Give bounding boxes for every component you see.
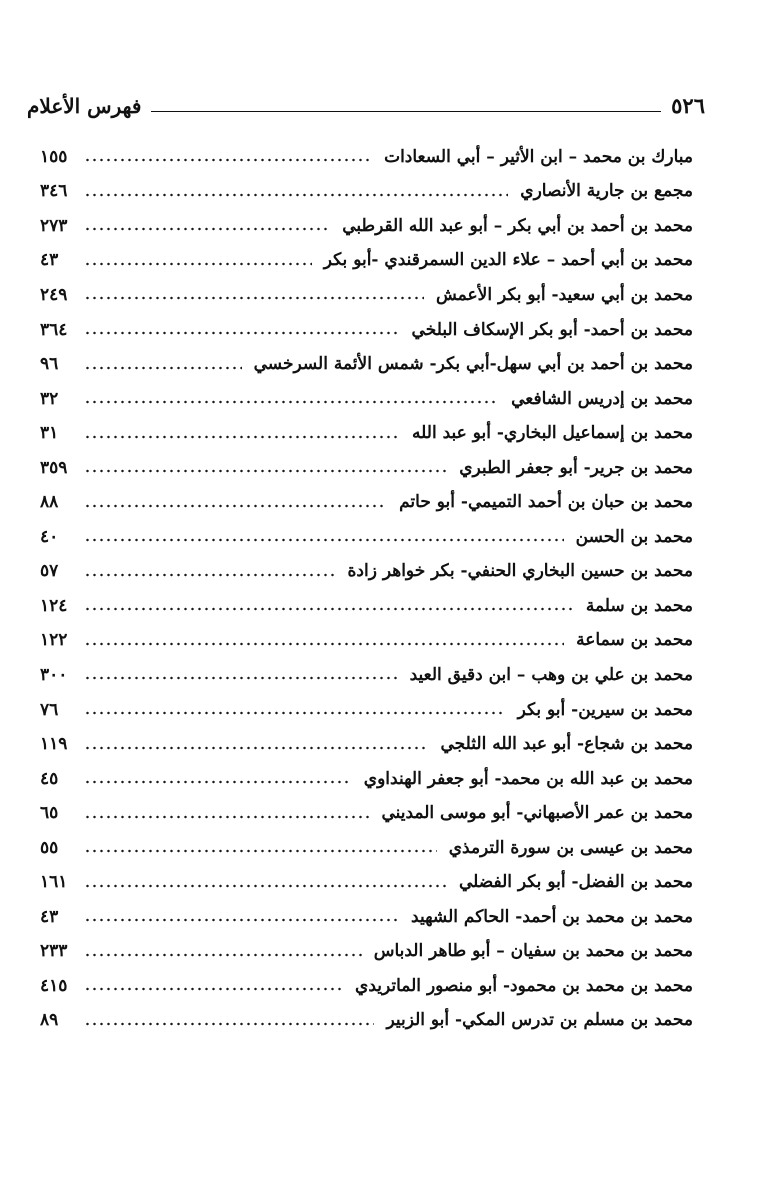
entry-page-number: ٨٨: [40, 492, 59, 513]
index-entry: [40, 555, 693, 590]
entry-page-number: ٤٠: [40, 526, 59, 547]
entry-page-number: ١١٩: [40, 734, 68, 755]
index-entry: [40, 935, 693, 970]
index-entry: [40, 347, 693, 382]
index-list: [40, 140, 693, 1038]
leader-dots: [84, 987, 343, 991]
leader-dots: [84, 642, 564, 646]
index-entry: [40, 624, 693, 659]
entry-name: محمد بن محمد بن محمود- أبو منصور الماتريدي: [355, 975, 693, 996]
index-entry: [40, 382, 693, 417]
entry-page-number: ٣٢: [40, 388, 59, 409]
entry-page-number: ٣٤٦: [40, 181, 68, 202]
entry-page-number: ١٢٢: [40, 630, 68, 651]
leader-dots: [84, 227, 330, 231]
index-entry: [40, 693, 693, 728]
entry-page-number: ٥٥: [40, 837, 59, 858]
leader-dots: [84, 780, 352, 784]
leader-dots: [84, 953, 362, 957]
leader-dots: [84, 676, 398, 680]
leader-dots: [84, 504, 387, 508]
entry-name: محمد بن عمر الأصبهاني- أبو موسى المديني: [381, 803, 693, 824]
entry-name: مبارك بن محمد – ابن الأثير – أبي السعادات: [384, 146, 693, 167]
leader-dots: [84, 746, 429, 750]
entry-name: محمد بن أحمد بن أبي بكر – أبو عبد الله القرطبي: [342, 215, 693, 236]
index-entry: [40, 520, 693, 555]
entry-name: محمد بن محمد بن أحمد- الحاكم الشهيد: [411, 906, 693, 927]
entry-page-number: ٧٦: [40, 699, 59, 720]
entry-name: محمد بن أبي أحمد – علاء الدين السمرقندي -أبو بكر: [323, 250, 693, 271]
entry-name: محمد بن الحسن: [575, 526, 693, 547]
entry-page-number: ٤٥: [40, 768, 59, 789]
leader-dots: [84, 262, 312, 266]
entry-name: محمد بن حسين البخاري الحنفي- بكر خواهر زادة: [347, 561, 693, 582]
index-entry: [40, 727, 693, 762]
entry-name: محمد بن جرير- أبو جعفر الطبري: [459, 457, 693, 478]
entry-name: محمد بن إسماعيل البخاري- أبو عبد الله: [412, 423, 693, 444]
entry-name: محمد بن محمد بن سفيان – أبو طاهر الدباس: [373, 941, 693, 962]
entry-page-number: ٤٣: [40, 906, 59, 927]
page-header: [27, 84, 705, 120]
leader-dots: [84, 607, 574, 611]
index-title: فهرس الأعلام: [27, 94, 142, 118]
entry-name: محمد بن الفضل- أبو بكر الفضلي: [458, 872, 693, 893]
index-entry: [40, 865, 693, 900]
leader-dots: [84, 469, 447, 473]
entry-name: محمد بن عيسى بن سورة الترمذي: [448, 837, 693, 858]
index-entry: [40, 658, 693, 693]
leader-dots: [84, 366, 242, 370]
header-rule: [151, 111, 661, 112]
entry-page-number: ٣٥٩: [40, 457, 68, 478]
entry-page-number: ٣٠٠: [40, 664, 68, 685]
entry-page-number: ٢٧٣: [40, 215, 68, 236]
index-entry: [40, 900, 693, 935]
leader-dots: [84, 884, 447, 888]
entry-page-number: ١٥٥: [40, 146, 68, 167]
leader-dots: [84, 331, 400, 335]
entry-page-number: ٤١٥: [40, 975, 68, 996]
entry-page-number: ٥٧: [40, 561, 59, 582]
leader-dots: [84, 918, 399, 922]
index-entry: [40, 762, 693, 797]
entry-name: محمد بن إدريس الشافعي: [511, 388, 693, 409]
entry-name: محمد بن عبد الله بن محمد- أبو جعفر الهنداوي: [363, 768, 693, 789]
index-entry: [40, 175, 693, 210]
index-entry: [40, 140, 693, 175]
leader-dots: [84, 711, 506, 715]
leader-dots: [84, 158, 372, 162]
entry-name: محمد بن علي بن وهب – ابن دقيق العيد: [409, 664, 693, 685]
entry-name: محمد بن شجاع- أبو عبد الله الثلجي: [440, 734, 693, 755]
entry-page-number: ٩٦: [40, 354, 59, 375]
leader-dots: [84, 849, 437, 853]
leader-dots: [84, 193, 508, 197]
entry-name: محمد بن سماعة: [576, 630, 693, 651]
entry-name: محمد بن سلمة: [585, 595, 693, 616]
entry-page-number: ٣٦٤: [40, 319, 68, 340]
entry-page-number: ٣١: [40, 423, 59, 444]
entry-name: محمد بن أحمد- أبو بكر الإسكاف البلخي: [411, 319, 693, 340]
index-entry: [40, 796, 693, 831]
entry-page-number: ٦٥: [40, 803, 59, 824]
entry-name: محمد بن أبي سعيد- أبو بكر الأعمش: [436, 284, 693, 305]
entry-name: محمد بن أحمد بن أبي سهل-أبي بكر- شمس الأئمة السرخسي: [253, 354, 693, 375]
index-entry: [40, 589, 693, 624]
page-number: ٥٢٦: [671, 93, 705, 118]
leader-dots: [84, 573, 336, 577]
index-entry: [40, 485, 693, 520]
leader-dots: [84, 1022, 374, 1026]
leader-dots: [84, 400, 499, 404]
entry-page-number: ١٢٤: [40, 595, 68, 616]
entry-name: مجمع بن جارية الأنصاري: [520, 181, 693, 202]
leader-dots: [84, 296, 424, 300]
index-entry: [40, 451, 693, 486]
index-entry: [40, 278, 693, 313]
entry-name: محمد بن سيرين- أبو بكر: [517, 699, 693, 720]
leader-dots: [84, 435, 400, 439]
entry-page-number: ٢٣٣: [40, 941, 68, 962]
entry-page-number: ١٦١: [40, 872, 68, 893]
leader-dots: [84, 815, 369, 819]
index-entry: [40, 969, 693, 1004]
leader-dots: [84, 538, 564, 542]
index-entry: [40, 1004, 693, 1039]
entry-page-number: ٤٣: [40, 250, 59, 271]
index-entry: [40, 416, 693, 451]
index-entry: [40, 831, 693, 866]
entry-page-number: ٨٩: [40, 1010, 59, 1031]
entry-page-number: ٢٤٩: [40, 284, 68, 305]
entry-name: محمد بن حبان بن أحمد التميمي- أبو حاتم: [399, 492, 693, 513]
index-entry: [40, 313, 693, 348]
index-entry: [40, 209, 693, 244]
index-entry: [40, 244, 693, 279]
entry-name: محمد بن مسلم بن تدرس المكي- أبو الزبير: [386, 1010, 693, 1031]
